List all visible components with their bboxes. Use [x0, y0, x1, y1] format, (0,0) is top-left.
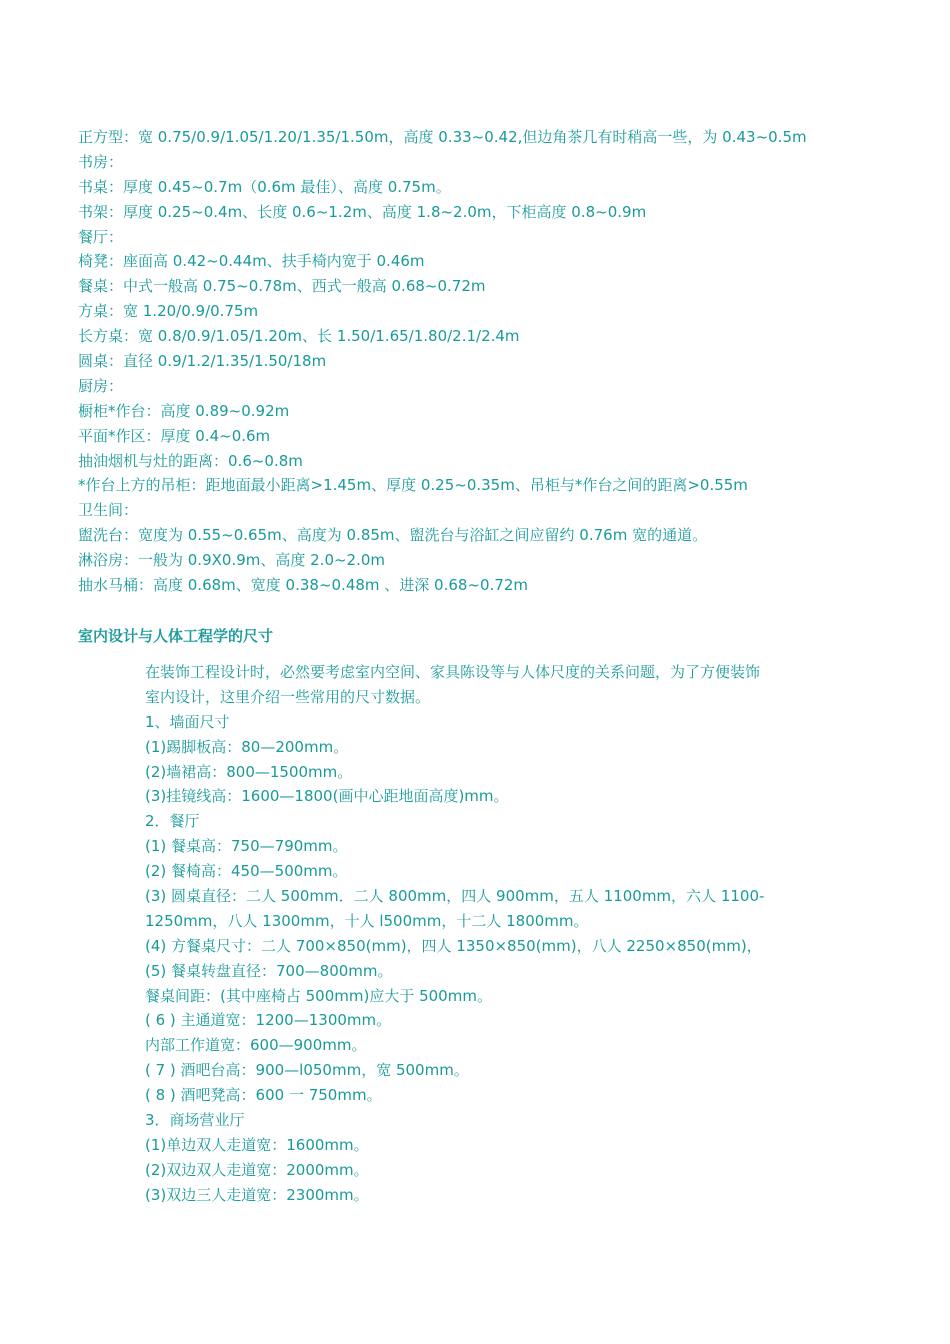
text-line: ( 8 ) 酒吧凳高：600 一 750mm。	[145, 1086, 382, 1105]
text-line: ( 7 ) 酒吧台高：900—l050mm，宽 500mm。	[145, 1061, 469, 1080]
text-line: 正方型：宽 0.75/0.9/1.05/1.20/1.35/1.50m，高度 0.33~0.42,但边角茶几有时稍高一些，为 0.43~0.5m	[78, 128, 807, 146]
text-line: 餐桌：中式一般高 0.75~0.78m、西式一般高 0.68~0.72m	[78, 277, 486, 296]
text-line: 1250mm，八人 1300mm，十人 l500mm，十二人 1800mm。	[145, 911, 589, 930]
text-line: 餐桌间距：(其中座椅占 500mm)应大于 500mm。	[145, 986, 492, 1005]
text-line: (2)墙裙高：800—1500mm。	[145, 762, 353, 781]
text-line: 3．商场营业厅	[145, 1111, 245, 1130]
text-line: 书房：	[78, 152, 124, 171]
text-line: 盥洗台：宽度为 0.55~0.65m、高度为 0.85m、盥洗台与浴缸之间应留约 0.76m 宽的通道。	[78, 526, 708, 545]
text-line: (3)双边三人走道宽：2300mm。	[145, 1185, 369, 1204]
text-line: 抽油烟机与灶的距离：0.6~0.8m	[78, 451, 303, 470]
text-line: ( 6 ) 主通道宽：1200—1300mm。	[145, 1011, 392, 1030]
text-line: (2)双边双人走道宽：2000mm。	[145, 1160, 369, 1179]
text-line: 在装饰工程设计时，必然要考虑室内空间、家具陈设等与人体尺度的关系问题，为了方便装饰	[145, 663, 761, 681]
text-line: (4) 方餐桌尺寸：二人 700×850(mm)，四人 1350×850(mm)，八人 2250×850(mm)，	[145, 936, 762, 955]
text-line: 卫生间：	[78, 501, 139, 520]
text-line: 抽水马桶：高度 0.68m、宽度 0.38~0.48m 、进深 0.68~0.72m	[78, 576, 529, 595]
section-heading: 室内设计与人体工程学的尺寸	[78, 627, 274, 645]
text-line: 长方桌：宽 0.8/0.9/1.05/1.20m、长 1.50/1.65/1.80/2.1/2.4m	[78, 327, 520, 346]
text-line: (1)踢脚板高：80—200mm。	[145, 737, 349, 756]
text-line: 餐厅：	[78, 227, 124, 246]
text-line: 淋浴房：一般为 0.9X0.9m、高度 2.0~2.0m	[78, 551, 386, 570]
text-line: 厨房：	[78, 376, 124, 395]
text-line: (1) 餐桌高：750—790mm。	[145, 837, 348, 856]
furniture-dimensions-section	[78, 125, 938, 598]
text-line: 室内设计，这里介绍一些常用的尺寸数据。	[145, 687, 431, 706]
text-line: *作台上方的吊柜：距地面最小距离>1.45m、厚度 0.25~0.35m、吊柜与*作台之间的距离>0.55m	[78, 476, 748, 495]
text-line: 椅凳：座面高 0.42~0.44m、扶手椅内宽于 0.46m	[78, 252, 425, 271]
ergonomics-dimensions-section	[145, 660, 845, 1208]
text-line: (3) 圆桌直径：二人 500mm．二人 800mm，四人 900mm，五人 1100mm，六人 1100-	[145, 887, 765, 906]
text-line: 橱柜*作台：高度 0.89~0.92m	[78, 401, 290, 420]
text-line: 方桌：宽 1.20/0.9/0.75m	[78, 302, 259, 321]
text-line: 2．餐厅	[145, 812, 200, 831]
text-line: 书架：厚度 0.25~0.4m、长度 0.6~1.2m、高度 1.8~2.0m，下柜高度 0.8~0.9m	[78, 202, 647, 221]
text-line: 内部工作道宽：600—900mm。	[145, 1036, 367, 1055]
text-line: (5) 餐桌转盘直径：700—800mm。	[145, 961, 393, 980]
text-line: 1、墙面尺寸	[145, 712, 230, 731]
text-line: (3)挂镜线高：1600—1800(画中心距地面高度)mm。	[145, 787, 509, 806]
text-line: (1)单边双人走道宽：1600mm。	[145, 1135, 369, 1154]
text-line: 平面*作区：厚度 0.4~0.6m	[78, 426, 271, 445]
text-line: 书桌：厚度 0.45~0.7m（0.6m 最佳）、高度 0.75m。	[78, 177, 451, 196]
text-line: (2) 餐椅高：450—500mm。	[145, 862, 348, 881]
text-line: 圆桌：直径 0.9/1.2/1.35/1.50/18m	[78, 352, 327, 371]
